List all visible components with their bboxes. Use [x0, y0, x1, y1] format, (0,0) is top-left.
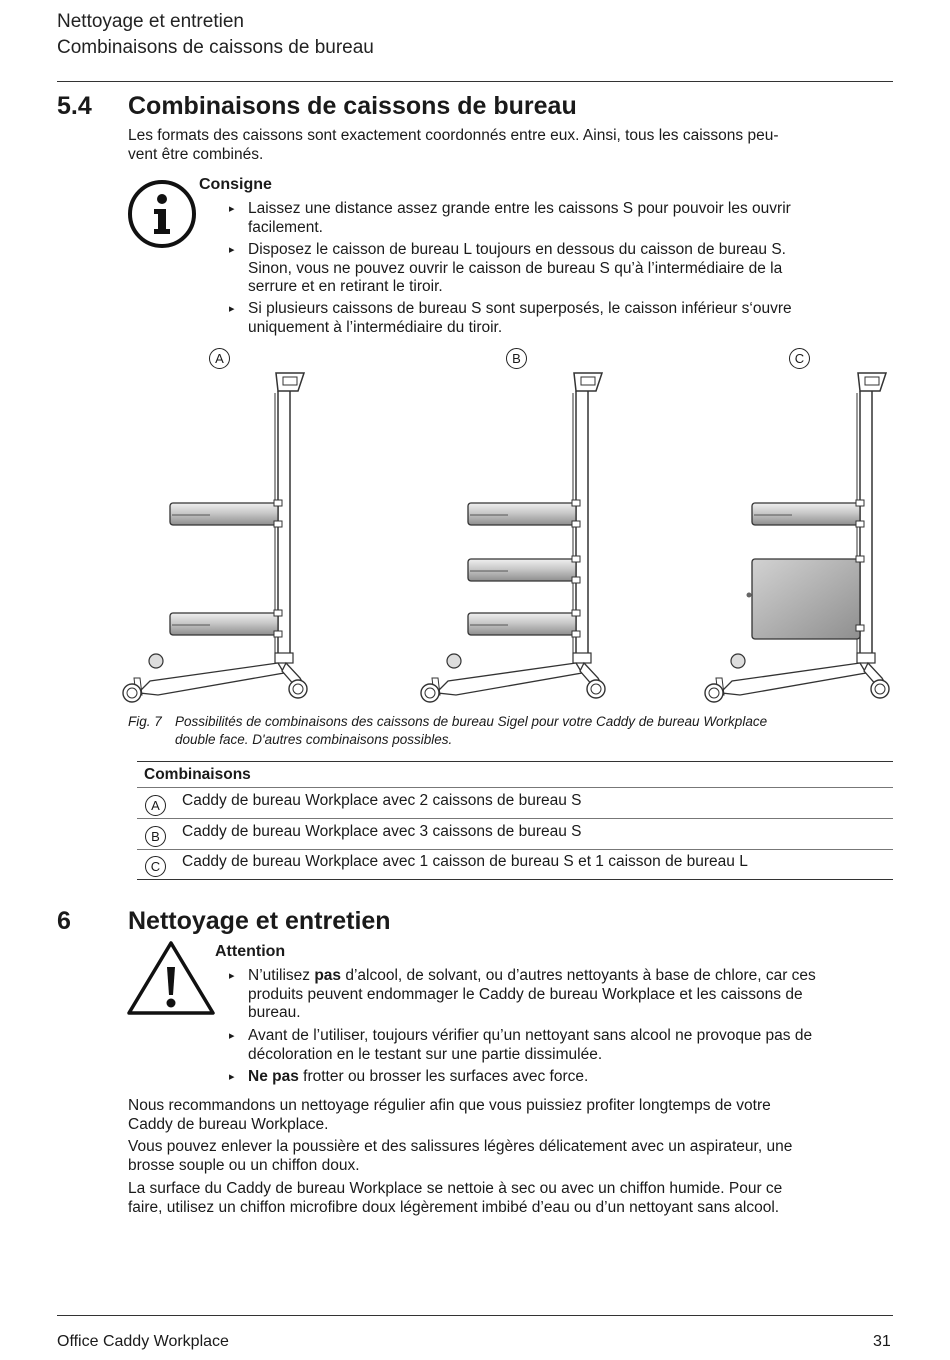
bullet-arrow-icon: ▸ — [229, 203, 235, 215]
warning-bullet-1 — [229, 967, 816, 1023]
running-header-chapter: Nettoyage et entretien — [57, 11, 244, 32]
bullet-text: Sinon, vous ne pouvez ouvrir le caisson de bureau S qu’à l’intermédiaire de la — [248, 259, 783, 277]
bullet-arrow-icon: ▸ — [229, 1071, 235, 1083]
bullet-arrow-icon: ▸ — [229, 1030, 235, 1042]
paragraph-line: Caddy de bureau Workplace. — [128, 1115, 329, 1133]
figure-caption-line-1: Possibilités de combinaisons des caissons de bureau Sigel pour votre Caddy de bureau Workplace — [175, 714, 768, 729]
paragraph-line: Nous recommandons un nettoyage régulier afin que vous puissiez profiter longtemps de votre — [128, 1097, 771, 1114]
chapter-number: 6 — [57, 907, 71, 935]
figure-label-c: C — [789, 348, 810, 369]
warning-bullet-3 — [229, 1068, 589, 1087]
page-number: 31 — [873, 1333, 891, 1350]
running-header-section: Combinaisons de caissons de bureau — [57, 37, 374, 58]
figure-caption-line-2: double face. D'autres combinaisons possibles. — [175, 732, 453, 747]
bullet-text: Si plusieurs caissons de bureau S sont superposés, le caisson inférieur s‘ouvre — [248, 300, 792, 317]
bullet-text: bureau. — [248, 1004, 301, 1021]
bullet-text: Ne pas frotter ou brosser les surfaces avec force. — [248, 1068, 589, 1085]
warning-bullet-2 — [229, 1027, 813, 1064]
bullet-text: N’utilisez pas d’alcool, de solvant, ou d’autres nettoyants à base de chlore, car ces — [248, 967, 816, 984]
bullet-text: Avant de l’utiliser, toujours vérifier qu’un nettoyant sans alcool ne provoque pas de — [248, 1027, 813, 1044]
paragraph-line: faire, utilisez un chiffon microfibre doux légèrement imbibé d’eau ou d’un nettoyant sans alcool. — [128, 1198, 780, 1216]
table-row-divider — [137, 787, 893, 788]
bullet-arrow-icon: ▸ — [229, 244, 235, 256]
intro-line-2: vent être combinés. — [128, 146, 264, 163]
bullet-text: uniquement à l’intermédiaire du tiroir. — [248, 318, 503, 336]
table-row-text: Caddy de bureau Workplace avec 2 caissons de bureau S — [182, 792, 582, 809]
paragraph-3 — [128, 1180, 782, 1217]
paragraph-2 — [128, 1138, 792, 1175]
paragraph-line: brosse souple ou un chiffon doux. — [128, 1156, 360, 1174]
table-row-text: Caddy de bureau Workplace avec 1 caisson de bureau S et 1 caisson de bureau L — [182, 853, 748, 870]
table-row-divider — [137, 818, 893, 819]
bullet-text: facilement. — [248, 218, 323, 236]
paragraph-line: La surface du Caddy de bureau Workplace se nettoie à sec ou avec un chiffon humide. Pour ce — [128, 1180, 783, 1197]
bullet-text: décoloration en le testant sur une partie dissimulée. — [248, 1045, 603, 1063]
intro-line-1: Les formats des caissons sont exactement coordonnés entre eux. Ainsi, tous les caissons peu- — [128, 127, 779, 144]
chapter-title: Nettoyage et entretien — [128, 907, 391, 935]
footer-divider — [57, 1315, 893, 1316]
warning-icon — [126, 939, 216, 1017]
section-title: Combinaisons de caissons de bureau — [128, 92, 577, 120]
figure-caption-number: Fig. 7 — [128, 714, 162, 729]
table-row-label-c: C — [145, 856, 166, 877]
table-header: Combinaisons — [144, 766, 251, 783]
table-row-divider — [137, 849, 893, 850]
bullet-text: serrure et en retirant le tiroir. — [248, 278, 443, 295]
figure-label-b: B — [506, 348, 527, 369]
paragraph-1 — [128, 1097, 771, 1134]
note-title: Consigne — [199, 176, 272, 193]
table-bottom-rule — [137, 879, 893, 880]
section-number: 5.4 — [57, 92, 92, 120]
figure-label-a: A — [209, 348, 230, 369]
table-top-rule — [137, 761, 893, 762]
bullet-text: Disposez le caisson de bureau L toujours en dessous du caisson de bureau S. — [248, 241, 786, 258]
table-row-label-a: A — [145, 795, 166, 816]
footer-product-name: Office Caddy Workplace — [57, 1333, 229, 1350]
bullet-text: produits peuvent endommager le Caddy de bureau Workplace et les caissons de — [248, 985, 803, 1003]
table-row-label-b: B — [145, 826, 166, 847]
bullet-text: Laissez une distance assez grande entre les caissons S pour pouvoir les ouvrir — [248, 200, 791, 217]
bullet-arrow-icon: ▸ — [229, 303, 235, 315]
warning-title: Attention — [215, 943, 286, 960]
table-row-text: Caddy de bureau Workplace avec 3 caissons de bureau S — [182, 823, 582, 840]
paragraph-line: Vous pouvez enlever la poussière et des salissures légères délicatement avec un aspirateur, une — [128, 1138, 793, 1155]
bullet-arrow-icon: ▸ — [229, 970, 235, 982]
